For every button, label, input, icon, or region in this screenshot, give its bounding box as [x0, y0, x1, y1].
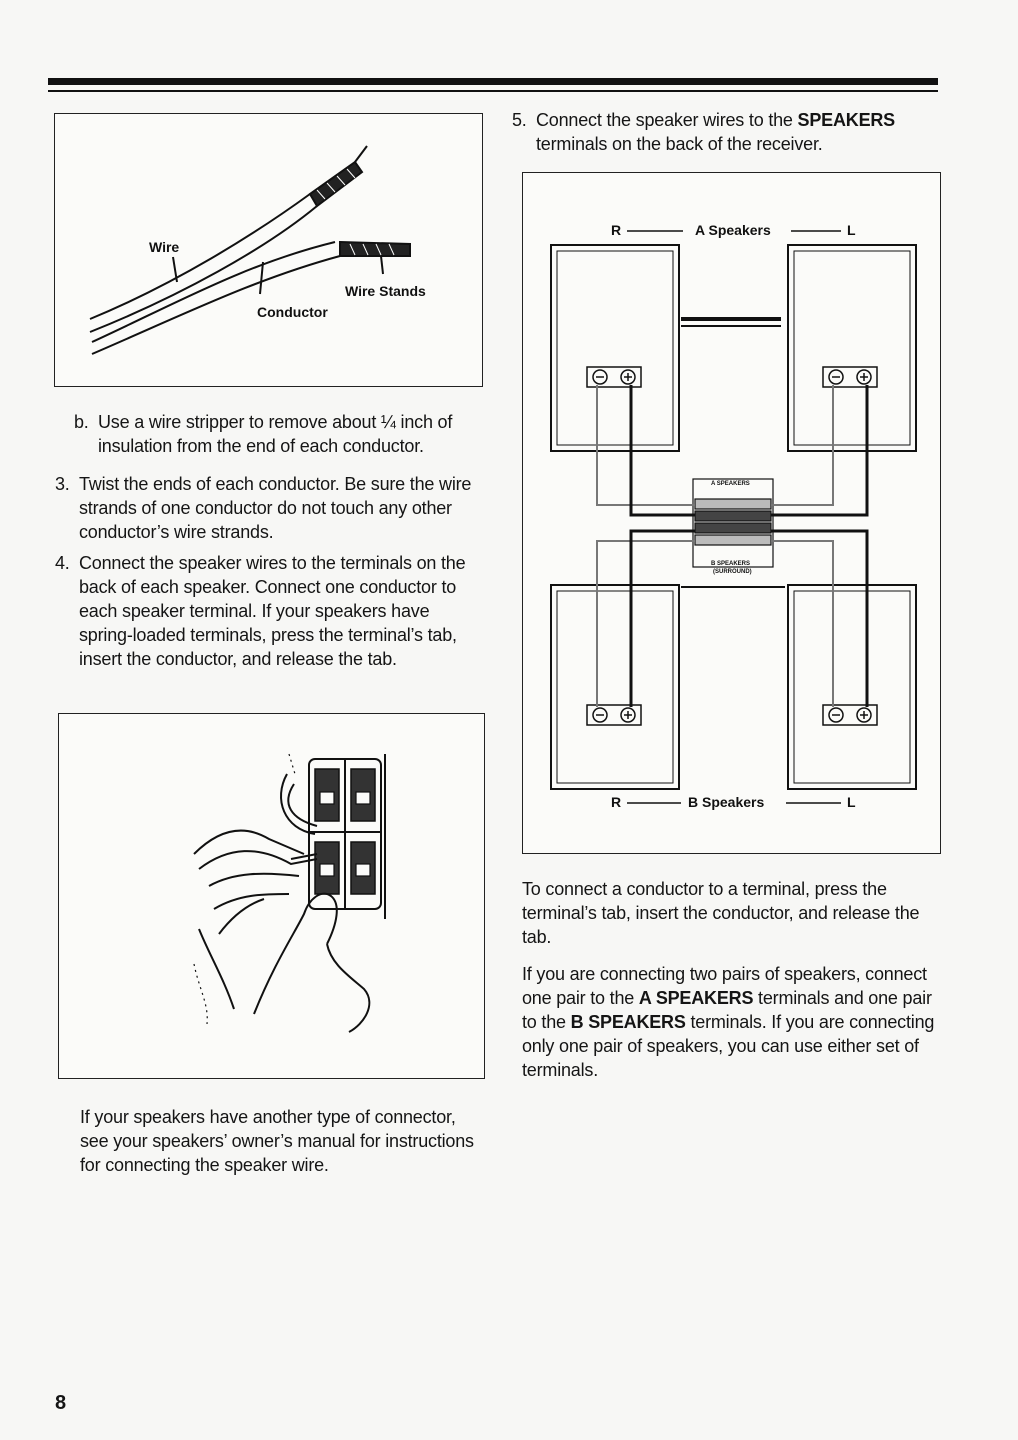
step-5-speakers-bold: SPEAKERS [797, 110, 895, 130]
speaker-b-right [551, 585, 679, 789]
header-rule-thick [48, 78, 938, 85]
receiver-a-label: A SPEAKERS [711, 481, 750, 487]
step-b-text: Use a wire stripper to remove about ¼ inch of insulation from the end of each conductor. [98, 412, 453, 456]
wire-figure [54, 113, 483, 387]
note-connect-terminal: To connect a conductor to a terminal, press the terminal’s tab, insert the conductor, and release the tab. [522, 879, 920, 947]
hand-terminal-illustration [59, 714, 484, 1078]
conductor-label: Conductor [257, 304, 328, 320]
step-b [74, 410, 483, 458]
receiver-b-sub: (SURROUND) [713, 569, 752, 575]
b-speakers-r: R [611, 794, 622, 810]
speaker-b-left [788, 585, 916, 789]
b-speakers-l: L [847, 794, 856, 810]
receiver-b-label: B SPEAKERS [711, 561, 751, 567]
a-speakers-title: A Speakers [695, 222, 771, 238]
b-speakers-title: B Speakers [688, 794, 765, 810]
step-5-text-a: Connect the speaker wires to the [536, 110, 798, 130]
speaker-a-left [788, 245, 916, 451]
step-5 [512, 108, 944, 156]
wiring-diagram [522, 172, 941, 854]
step-3-marker: 3. [55, 474, 70, 494]
a-speakers-r: R [611, 222, 622, 238]
wire-illustration [55, 114, 482, 386]
note-two-pairs-part2: terminals and one pair to the [522, 988, 932, 1032]
note-b-speakers-bold: B SPEAKERS [570, 1012, 686, 1032]
page-number: 8 [55, 1392, 67, 1414]
wire-label: Wire [149, 239, 180, 255]
note-two-pairs [522, 962, 947, 1082]
step-5-marker: 5. [512, 110, 527, 130]
step-4-marker: 4. [55, 553, 70, 573]
step-3-text: Twist the ends of each conductor. Be sure the wire strands of one conductor do not touch any other conductor’s wire strands. [79, 474, 472, 542]
note-a-speakers-bold: A SPEAKERS [638, 988, 754, 1008]
header-rule-thin [48, 90, 938, 92]
speaker-a-right [551, 245, 679, 451]
step-3 [55, 472, 483, 544]
note-two-pairs-part1: If you are connecting two pairs of speakers, connect one pair to the [522, 964, 927, 1008]
step-b-marker: b. [74, 412, 89, 432]
step-4-text: Connect the speaker wires to the terminals on the back of each speaker. Connect one conductor to each speaker terminal. If your speakers have spring-loaded terminals, press the terminal’s tab, insert the conductor, and release the tab. [79, 553, 466, 669]
note-two-pairs-part3: terminals. If you are connecting only one pair of speakers, you can use either set of terminals. [522, 1012, 935, 1080]
wire-strands-label: Wire Stands [345, 283, 426, 299]
a-speakers-l: L [847, 222, 856, 238]
terminal-figure [58, 713, 485, 1079]
note-other-connector: If your speakers have another type of connector, see your speakers’ owner’s manual for instructions for connecting the speaker wire. [80, 1107, 474, 1175]
wiring-diagram-svg [523, 173, 940, 853]
step-4 [55, 551, 483, 671]
step-5-text-b: terminals on the back of the receiver. [536, 134, 823, 154]
